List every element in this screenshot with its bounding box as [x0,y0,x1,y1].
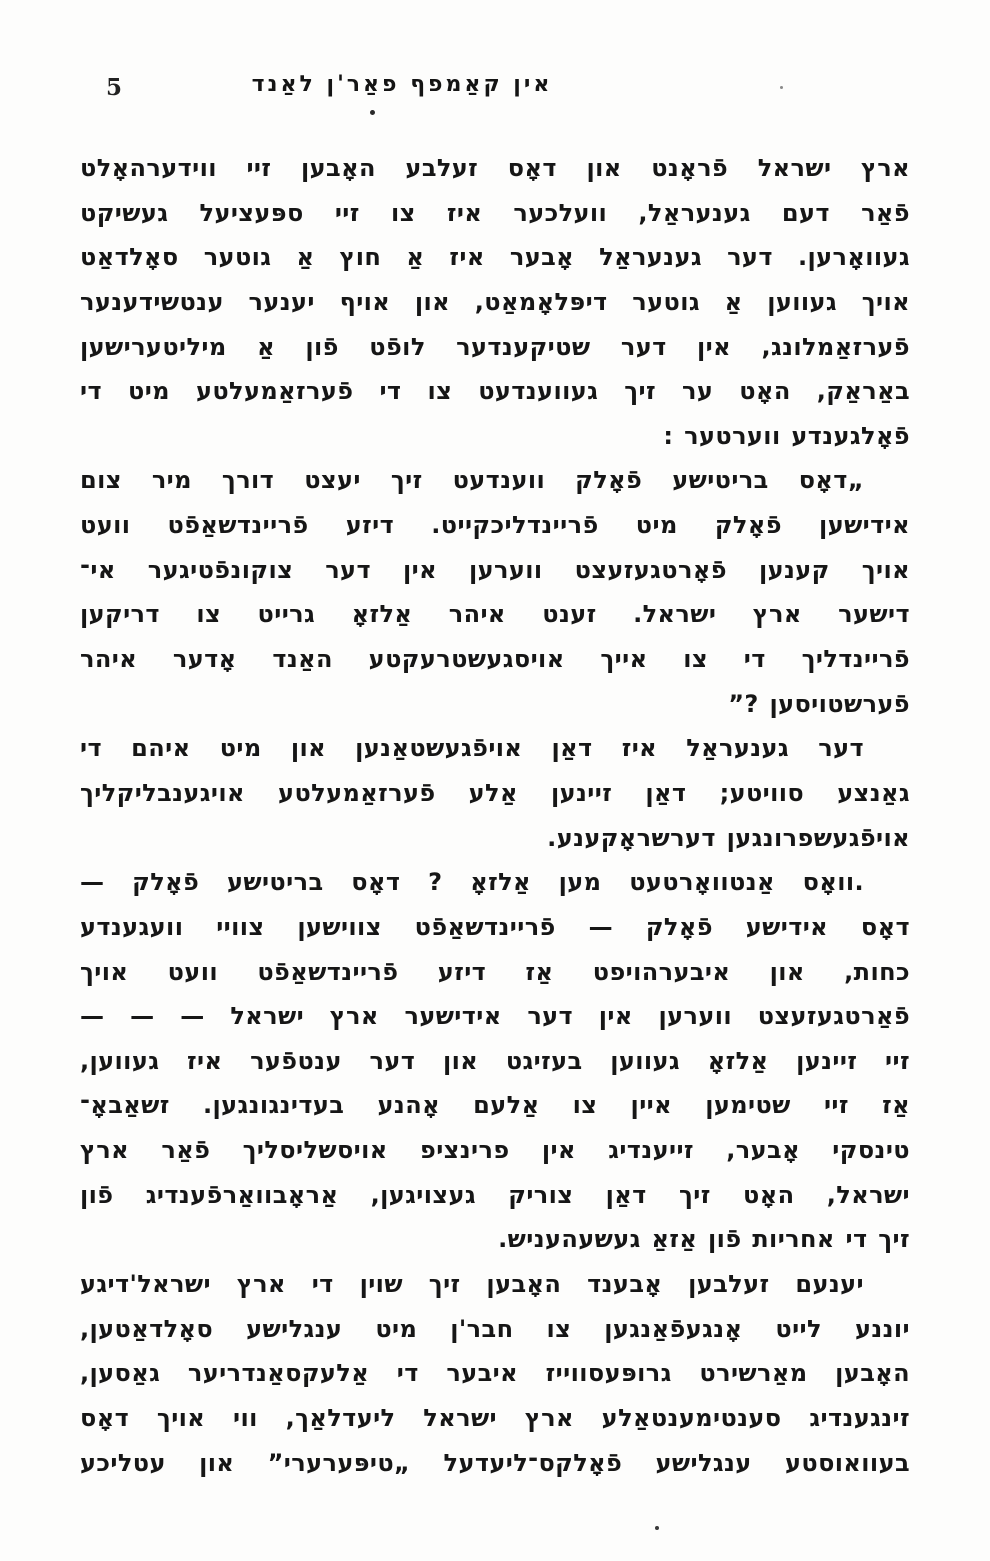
text-line: דאָס אידישע פֿאָלק — פֿריינדשאַפֿט צווישען צוויי וועגענדע [80,912,910,941]
ink-speck [655,1526,659,1530]
text-line: זיי זיינען אַלזאָ געווען בעזיגט און דער ענטפֿער איז געווען, [80,1046,910,1075]
text-block [80,146,910,1485]
page-number: 5 [106,74,123,101]
ink-speck [370,110,375,115]
text-line: אויך געווען אַ גוטער דיפּלאָמאַט, און אויף יענער ענטשידענער [80,287,910,316]
text-line: אידישען פֿאָלק מיט פֿריינדליכקייט. דיזע פֿריינדשאַפֿט וועט [80,511,910,540]
running-header: אין קאַמפף פאַר'ן לאַנד [251,72,553,97]
text-line: אַז זיי שטימען איין צו אַלעם אָהנע בעדינגונגען. זשאַבאָ־ [80,1091,910,1120]
text-line: פֿאַרטגעזעצט ווערען אין דער אידישער ארץ ישראל — — — [80,1002,910,1031]
text-line: זיך די אחריות פֿון אַזאַ געשעהעניש. [498,1225,910,1254]
text-line: געוואָרען. דער גענעראַל אָבער איז אַ חוץ אַ גוטער סאָלדאַט [80,243,910,272]
text-line: פֿאָלגענדע ווערטער : [663,421,910,450]
text-line: פֿריינדליך די צו אייך אויסגעשטרעקטע האַנד אָדער איהר [80,645,910,674]
text-line: גאַנצע סוויטע; דאַן זיינען אַלע פֿערזאַמעלטע אויגענבליקליך [80,778,910,807]
text-line: פֿערזאַמלונג, אין דער שטיקענדער לופֿט פֿון אַ מיליטערישען [80,332,910,361]
text-line: אויך קענען פֿאָרטגעזעצט ווערען אין דער צוקונפֿטיגער אי־ [80,555,910,584]
text-line: ישראל, האָט זיך דאַן צוריק געצויגען, אַראָבוואַרפֿענדיג פֿון [80,1180,910,1209]
text-line: ארץ ישראל פֿראָנט און דאָס זעלבע האָבען זיי ווידערהאָלט [80,154,910,182]
ink-speck [780,86,783,89]
text-line: טינסקי אָבער, זייענדיג אין פרינציפ אויסשליסליך פֿאַר ארץ [80,1136,910,1165]
text-line: בעוואוסטע ענגלישע פֿאָלקס־ליעדעל „טיפּערערי” און עטליכע [80,1448,910,1477]
text-line: אויפֿגעשפרונגען דערשראָקענע. [547,823,910,852]
text-line: פֿערשטויסען ?” [728,689,910,718]
text-line: פֿאַר דעם גענעראַל, וועלכער איז צו זיי ספּעציעל געשיקט [80,198,910,227]
text-line: דער גענעראַל איז דאַן אויפֿגעשטאַנען און מיט איהם די [80,734,864,763]
text-line: יענעם זעלבען אָבענד האָבען זיך שוין די ארץ ישראל'דיגע [80,1270,864,1299]
text-line: .וואָס אַנטוואָרטעט מען אַלזאָ ? דאָס בריטישע פֿאָלק — [80,868,864,897]
text-line: כחות, און איבערהויפט אַז דיזע פֿריינדשאַפֿט וועט אויך [80,957,910,986]
text-line: יוננע לייט אָנגעפֿאַנגען צו חבר'ן מיט ענגלישע סאָלדאַטען, [80,1314,910,1343]
text-line: האָבען מאַרשירט גרופּעסווייז איבער די אַלעקסאַנדריער גאַסען, [80,1359,910,1388]
text-line: „דאָס בריטישע פֿאָלק ווענדעט זיך יעצט דורך מיר צום [80,466,864,495]
text-line: באַראַק, האָט ער זיך געווענדעט צו די פֿערזאַמעלטע מיט די [80,377,910,406]
text-line: דישער ארץ ישראל. זענט איהר אַלזאָ גרייט צו דריקען [80,600,910,629]
text-line: זינגענדיג סענטימענטאַלע ארץ ישראל ליעדלאַך, ווי אויך דאָס [80,1403,910,1432]
